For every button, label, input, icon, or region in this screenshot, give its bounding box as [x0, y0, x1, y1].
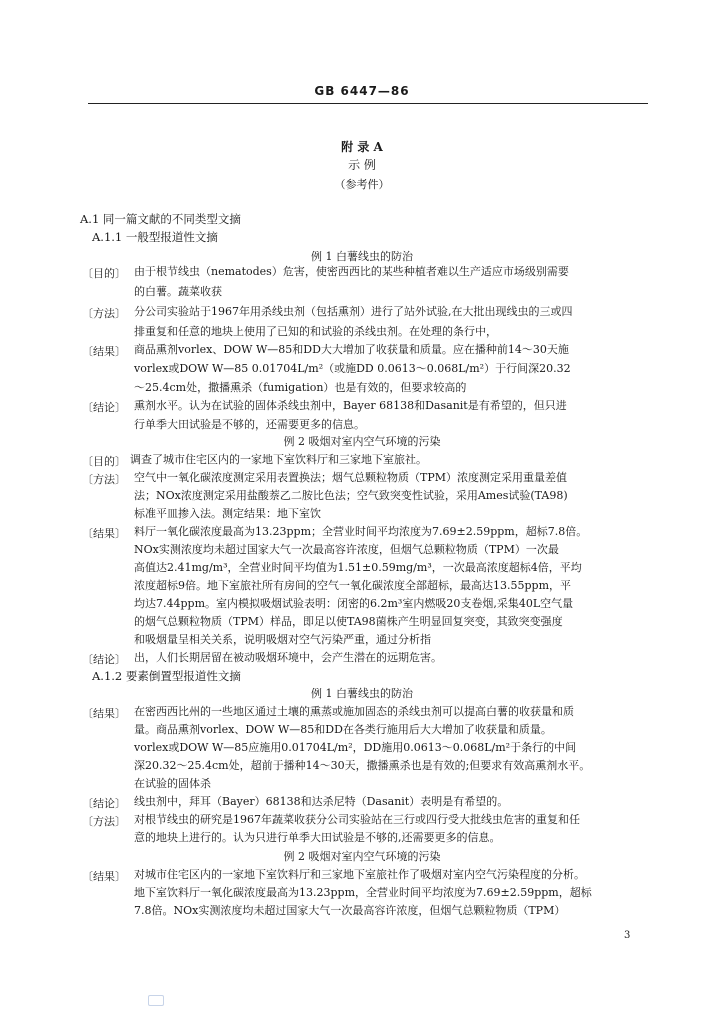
body-line: 和吸烟量呈相关关系，说明吸烟对空气污染严重，通过分析指 [134, 633, 431, 646]
scan-mark-icon [148, 995, 164, 1006]
body-line: 出，人们长期居留在被动吸烟环境中，会产生潜在的远期危害。 [134, 651, 442, 664]
label-method: 〔方法〕 [82, 473, 126, 486]
appendix-subtitle: 示 例 [348, 158, 376, 172]
label-result: 〔结果〕 [82, 527, 126, 540]
subsection-heading: A.1.2 要素倒置型报道性文摘 [92, 669, 241, 683]
body-line: 料厅一氧化碳浓度最高为13.23ppm；全营业时间平均浓度为7.69±2.59ppm，超标7.8倍。 [134, 525, 588, 538]
body-line: 7.8倍。NOx实测浓度均未超过国家大气一次最高容许浓度，但烟气总颗粒物质（TPM） [134, 904, 566, 917]
appendix-title: 附 录 A [341, 140, 383, 154]
label-purpose: 〔目的〕 [82, 455, 126, 468]
body-line: 量。商品熏剂vorlex、DOW W—85和DD在各类行施用后大大增加了收获量和质量。 [134, 723, 552, 736]
body-line: 法；NOx浓度测定采用盐酸萘乙二胺比色法；空气致突变性试验，采用Ames试验(TA98) [134, 489, 568, 502]
body-line: 浓度超标9倍。地下室旅社所有房间的空气一氧化碳浓度全部超标，最高达13.55ppm，平 [134, 579, 572, 592]
body-line: 熏剂水平。认为在试验的固体杀线虫剂中，Bayer 68138和Dasanit是有希望的，但只进 [134, 399, 567, 412]
body-line: 行单季大田试验是不够的，还需要更多的信息。 [134, 418, 365, 431]
body-line: 的白薯。蔬菜收获 [134, 285, 222, 298]
page-number: 3 [624, 930, 631, 941]
body-line: 在密西西比州的一些地区通过土壤的熏蒸或施加固态的杀线虫剂可以提高白薯的收获量和质 [134, 705, 574, 718]
label-conclusion: 〔结论〕 [82, 653, 126, 666]
body-line: vorlex或DOW W—85 0.01704L/m²（或施DD 0.0613～0.068L/m²）于行间深20.32 [134, 362, 571, 375]
example-heading: 例 1 白薯线虫的防治 [311, 687, 413, 700]
body-line: 标准平皿掺入法。测定结果：地下室饮 [134, 507, 321, 520]
body-line: 调查了城市住宅区内的一家地下室饮料厅和三家地下室旅社。 [130, 453, 427, 466]
body-line: 在试验的固体杀 [134, 777, 211, 790]
body-line: vorlex或DOW W—85应施用0.01704L/m²，DD施用0.0613～0.068L/m²于条行的中间 [134, 741, 577, 754]
example-heading: 例 2 吸烟对室内空气环境的污染 [283, 435, 441, 448]
body-line: 商品熏剂vorlex、DOW W—85和DD大大增加了收获量和质量。应在播种前14～30天施 [134, 343, 569, 356]
section-heading: A.1 同一篇文献的不同类型文摘 [80, 212, 241, 226]
label-result: 〔结果〕 [82, 345, 126, 358]
body-line: 高值达2.41mg/m³，全营业时间平均值为1.51±0.59mg/m³，一次最高浓度超标4倍，平均 [134, 561, 582, 574]
body-line: 排重复和任意的地块上使用了已知的和试验的杀线虫剂。在处理的条行中， [134, 325, 497, 338]
label-method: 〔方法〕 [82, 815, 126, 828]
standard-number: GB 6447—86 [314, 84, 410, 98]
example-heading: 例 2 吸烟对室内空气环境的污染 [283, 850, 441, 863]
label-result: 〔结果〕 [82, 707, 126, 720]
body-line: 空气中一氧化碳浓度测定采用表置换法；烟气总颗粒物质（TPM）浓度测定采用重量差值 [134, 471, 567, 484]
body-line: 地下室饮料厅一氧化碳浓度最高为13.23ppm，全营业时间平均浓度为7.69±2.59ppm，超标 [134, 886, 592, 899]
body-line: ～25.4cm处，撒播熏杀（fumigation）也是有效的，但要求较高的 [134, 381, 467, 394]
body-line: 由于根节线虫（nematodes）危害，使密西西比的某些种植者难以生产适应市场级别需要 [134, 265, 569, 278]
body-line: 的烟气总颗粒物质（TPM）样品，即足以使TA98菌株产生明显回复突变，其致突变强度 [134, 615, 563, 628]
example-heading: 例 1 白薯线虫的防治 [311, 250, 413, 263]
body-line: NOx实测浓度均未超过国家大气一次最高容许浓度，但烟气总颗粒物质（TPM）一次最 [134, 543, 559, 556]
label-result: 〔结果〕 [82, 870, 126, 883]
body-line: 对城市住宅区内的一家地下室饮料厅和三家地下室旅社作了吸烟对室内空气污染程度的分析。 [134, 868, 585, 881]
appendix-note: （参考件） [334, 178, 390, 191]
label-conclusion: 〔结论〕 [82, 401, 126, 414]
label-method: 〔方法〕 [82, 307, 126, 320]
body-line: 意的地块上进行的。认为只进行单季大田试验是不够的,还需要更多的信息。 [134, 831, 501, 844]
body-line: 线虫剂中，拜耳（Bayer）68138和达杀尼特（Dasanit）表明是有希望的。 [134, 795, 509, 808]
body-line: 分公司实验站于1967年用杀线虫剂（包括熏剂）进行了站外试验,在大批出现线虫的三或四 [134, 305, 573, 318]
body-line: 均达7.44ppm。室内模拟吸烟试验表明：闭密的6.2m³室内燃吸20支卷烟,采集40L空气量 [134, 597, 574, 610]
body-line: 深20.32～25.4cm处，超前于播种14～30天，撒播熏杀也是有效的;但要求有效高熏剂水平。 [134, 759, 591, 772]
label-purpose: 〔目的〕 [82, 267, 126, 280]
subsection-heading: A.1.1 一般型报道性文摘 [92, 230, 218, 244]
header-rule [88, 103, 648, 104]
body-line: 对根节线虫的研究是1967年蔬菜收获分公司实验站在三行或四行受大批线虫危害的重复和任 [134, 813, 580, 826]
label-conclusion: 〔结论〕 [82, 797, 126, 810]
